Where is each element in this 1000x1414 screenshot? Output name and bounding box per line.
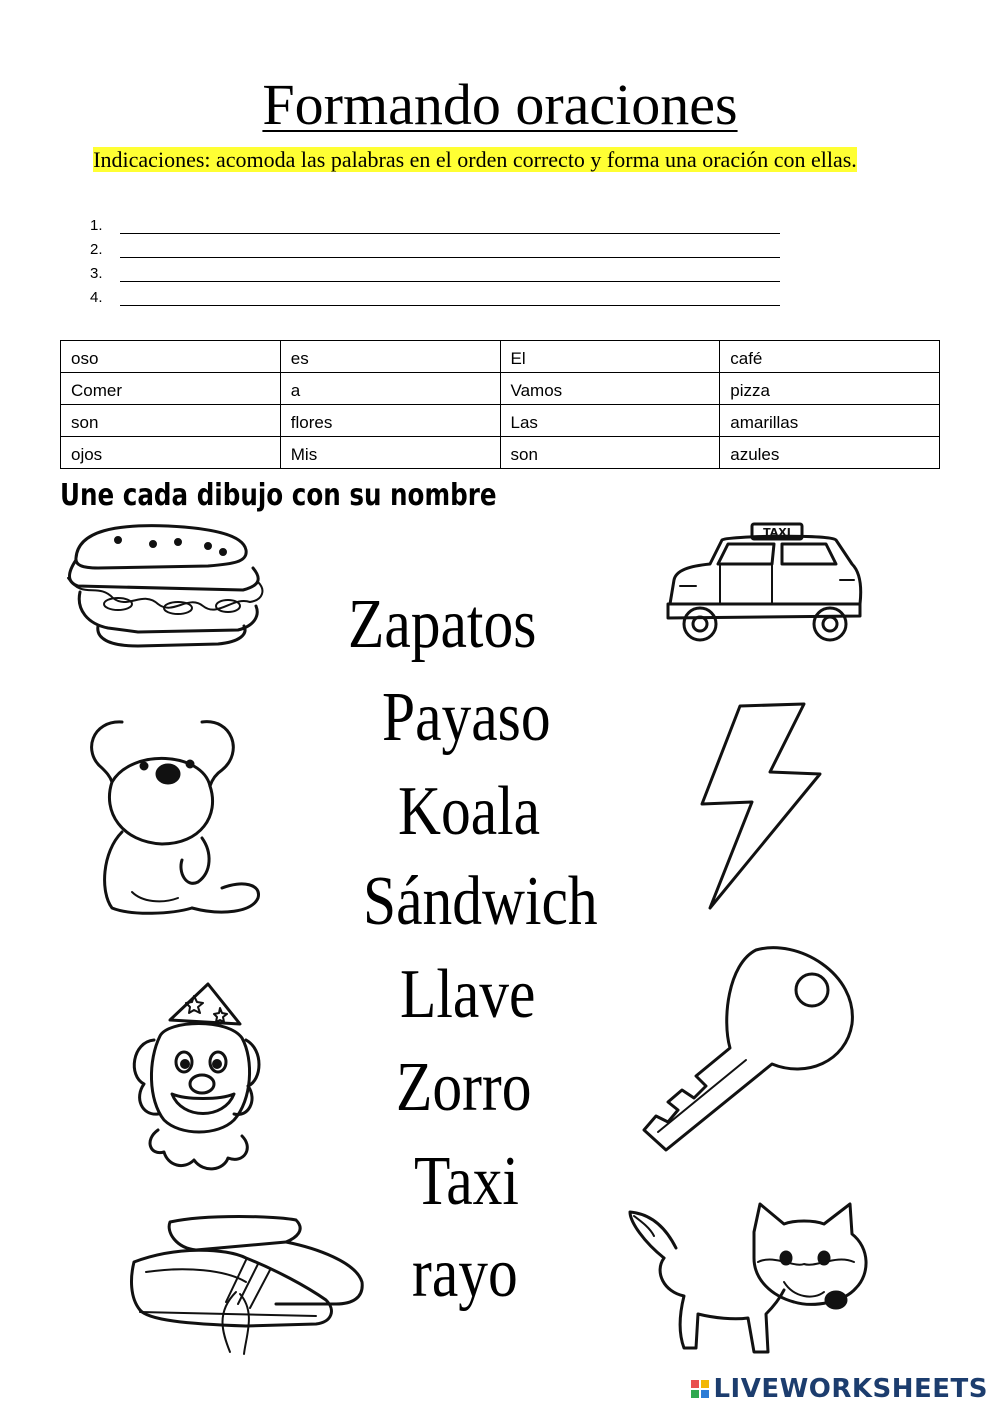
answer-line-1[interactable] bbox=[90, 210, 790, 234]
table-cell: Las bbox=[500, 405, 720, 437]
logo-text: LIVEWORKSHEETS bbox=[713, 1374, 988, 1404]
sandwich-icon[interactable] bbox=[58, 520, 273, 652]
line-number: 3. bbox=[90, 265, 103, 282]
table-cell: es bbox=[280, 341, 500, 373]
clown-icon[interactable] bbox=[124, 980, 264, 1176]
taxi-sign-text: TAXI bbox=[763, 526, 791, 539]
table-cell: Vamos bbox=[500, 373, 720, 405]
table-cell: oso bbox=[61, 341, 281, 373]
match-word-koala[interactable]: Koala bbox=[398, 773, 541, 850]
line-number: 4. bbox=[90, 289, 103, 306]
key-icon[interactable] bbox=[638, 944, 858, 1158]
instructions: Indicaciones: acomoda las palabras en el orden correcto y forma una oración con ellas. bbox=[93, 147, 857, 172]
answer-line-4[interactable] bbox=[90, 282, 790, 306]
koala-icon[interactable] bbox=[82, 712, 264, 922]
table-cell: Comer bbox=[61, 373, 281, 405]
logo-square bbox=[691, 1390, 699, 1398]
table-cell: ojos bbox=[61, 437, 281, 469]
match-word-rayo[interactable]: rayo bbox=[412, 1235, 518, 1312]
match-word-sandwich[interactable]: Sándwich bbox=[363, 863, 598, 940]
liveworksheets-logo[interactable] bbox=[691, 1374, 988, 1404]
answer-line-2[interactable] bbox=[90, 234, 790, 258]
shoes-icon[interactable] bbox=[126, 1212, 371, 1356]
match-word-payaso[interactable]: Payaso bbox=[382, 679, 551, 756]
logo-square bbox=[701, 1380, 709, 1388]
table-cell: pizza bbox=[720, 373, 940, 405]
table-cell: amarillas bbox=[720, 405, 940, 437]
match-word-taxi[interactable]: Taxi bbox=[414, 1143, 519, 1220]
table-row bbox=[61, 437, 940, 469]
table-cell: son bbox=[500, 437, 720, 469]
table-cell: son bbox=[61, 405, 281, 437]
match-word-zapatos[interactable]: Zapatos bbox=[348, 586, 537, 663]
line-number: 2. bbox=[90, 241, 103, 258]
table-row bbox=[61, 373, 940, 405]
match-word-zorro[interactable]: Zorro bbox=[396, 1049, 532, 1126]
answer-line-3[interactable] bbox=[90, 258, 790, 282]
table-cell: El bbox=[500, 341, 720, 373]
taxi-icon[interactable] bbox=[660, 520, 865, 648]
answer-lines bbox=[90, 210, 790, 306]
worksheet-title: Formando oraciones bbox=[262, 72, 738, 137]
table-cell: a bbox=[280, 373, 500, 405]
line-number: 1. bbox=[90, 217, 103, 234]
logo-mark-icon bbox=[691, 1380, 709, 1398]
logo-square bbox=[691, 1380, 699, 1388]
fox-icon[interactable] bbox=[624, 1202, 874, 1360]
table-cell: café bbox=[720, 341, 940, 373]
match-section-title: Une cada dibujo con su nombre bbox=[60, 478, 497, 513]
logo-square bbox=[701, 1390, 709, 1398]
table-cell: flores bbox=[280, 405, 500, 437]
word-table bbox=[60, 340, 940, 469]
table-row bbox=[61, 341, 940, 373]
table-row bbox=[61, 405, 940, 437]
table-cell: Mis bbox=[280, 437, 500, 469]
table-cell: azules bbox=[720, 437, 940, 469]
match-word-llave[interactable]: Llave bbox=[400, 956, 536, 1033]
lightning-icon[interactable] bbox=[696, 702, 824, 912]
